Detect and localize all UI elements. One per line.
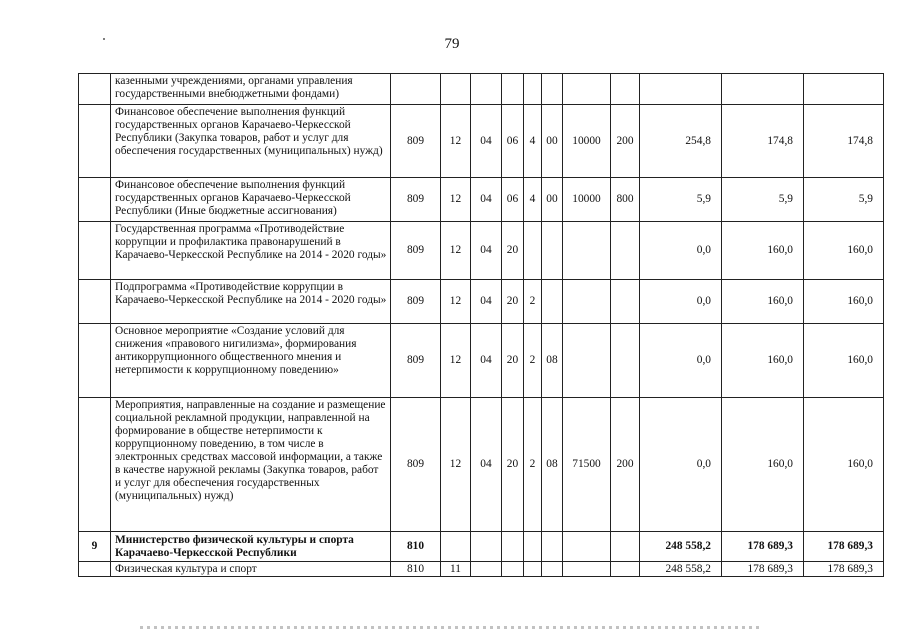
vr-cell: 200 [611,105,640,178]
row-name: Мероприятия, направленные на создание и размещение социальной рекламной продукции, направленной на формирование в обществе нетерпимости к коррупционному поведению, в том числе в электронных средствах массовой информации, а также в качестве наружной рекламы (Закупка товаров, работ и услуг для обеспечения государственных (муниципальных) нужд) [111,398,391,532]
row-name: казенными учреждениями, органами управления государственными внебюджетными фондами) [111,74,391,105]
sum-year1-cell: 5,9 [640,178,722,222]
sum-year3-cell [804,74,884,105]
row-number [79,105,111,178]
sum-year2-cell: 160,0 [722,280,804,324]
sum-year3-cell: 178 689,3 [804,532,884,562]
vr-cell: 200 [611,398,640,532]
sum-year3-cell: 160,0 [804,398,884,532]
row-name: Финансовое обеспечение выполнения функций государственных органов Карачаево-Черкесской Республики (Закупка товаров, работ и услуг для обеспечения государственных (муниципальных) нужд) [111,105,391,178]
grbs-cell: 809 [391,178,441,222]
pr-cell [471,562,502,577]
cs-subprogram-cell [524,562,542,577]
row-name: Физическая культура и спорт [111,562,391,577]
rz-cell: 12 [441,222,471,280]
cs-subprogram-cell [524,222,542,280]
cs-subprogram-cell [524,74,542,105]
sum-year3-cell: 174,8 [804,105,884,178]
row-number [79,398,111,532]
sum-year2-cell: 5,9 [722,178,804,222]
cs-subprogram-cell: 2 [524,398,542,532]
sum-year2-cell [722,74,804,105]
pr-cell: 04 [471,105,502,178]
row-number [79,178,111,222]
cs-subprogram-cell: 2 [524,280,542,324]
table-row [79,324,884,398]
row-name: Государственная программа «Противодействие коррупции и профилактика правонарушений в Карачаево-Черкесской Республике на 2014 - 2020 годы» [111,222,391,280]
pr-cell: 04 [471,178,502,222]
rz-cell [441,74,471,105]
grbs-cell: 810 [391,532,441,562]
grbs-cell [391,74,441,105]
table-row [79,562,884,577]
vr-cell: 800 [611,178,640,222]
scan-edge-artifact [140,626,760,629]
cs-subprogram-cell: 4 [524,105,542,178]
grbs-cell: 810 [391,562,441,577]
pr-cell: 04 [471,222,502,280]
cs-direction-cell: 10000 [563,178,611,222]
cs-event-cell [542,532,563,562]
grbs-cell: 809 [391,280,441,324]
pr-cell [471,532,502,562]
sum-year2-cell: 160,0 [722,398,804,532]
cs-program-cell: 20 [502,222,524,280]
row-name: Министерство физической культуры и спорта Карачаево-Черкесской Республики [111,532,391,562]
cs-event-cell [542,280,563,324]
rz-cell: 12 [441,178,471,222]
row-number [79,222,111,280]
sum-year3-cell: 160,0 [804,280,884,324]
table-row [79,74,884,105]
cs-program-cell [502,74,524,105]
rz-cell: 12 [441,105,471,178]
scan-speck [103,38,105,40]
vr-cell [611,74,640,105]
sum-year2-cell: 160,0 [722,222,804,280]
cs-event-cell [542,562,563,577]
table-row [79,398,884,532]
budget-table [78,73,884,577]
pr-cell [471,74,502,105]
sum-year1-cell: 0,0 [640,324,722,398]
row-name: Основное мероприятие «Создание условий для снижения «правового нигилизма», формирования антикоррупционного общественного мнения и нетерпимости к коррупционному поведению» [111,324,391,398]
grbs-cell: 809 [391,105,441,178]
sum-year2-cell: 178 689,3 [722,532,804,562]
table-row [79,280,884,324]
sum-year1-cell: 0,0 [640,222,722,280]
sum-year1-cell: 254,8 [640,105,722,178]
sum-year2-cell: 178 689,3 [722,562,804,577]
cs-event-cell: 00 [542,178,563,222]
vr-cell [611,562,640,577]
cs-direction-cell [563,222,611,280]
sum-year1-cell: 0,0 [640,280,722,324]
cs-direction-cell [563,74,611,105]
grbs-cell: 809 [391,398,441,532]
vr-cell [611,532,640,562]
row-number [79,280,111,324]
cs-event-cell: 00 [542,105,563,178]
rz-cell: 11 [441,562,471,577]
cs-event-cell: 08 [542,398,563,532]
pr-cell: 04 [471,324,502,398]
row-number [79,324,111,398]
cs-direction-cell [563,324,611,398]
cs-program-cell: 06 [502,105,524,178]
rz-cell: 12 [441,324,471,398]
rz-cell: 12 [441,398,471,532]
row-name: Финансовое обеспечение выполнения функций государственных органов Карачаево-Черкесской Республики (Иные бюджетные ассигнования) [111,178,391,222]
cs-program-cell: 20 [502,324,524,398]
cs-direction-cell [563,532,611,562]
cs-subprogram-cell: 2 [524,324,542,398]
pr-cell: 04 [471,280,502,324]
page-number: 79 [444,36,460,52]
vr-cell [611,324,640,398]
row-name: Подпрограмма «Противодействие коррупции в Карачаево-Черкесской Республике на 2014 - 2020 годы» [111,280,391,324]
sum-year3-cell: 178 689,3 [804,562,884,577]
table-row [79,105,884,178]
cs-program-cell [502,562,524,577]
cs-program-cell: 20 [502,280,524,324]
sum-year3-cell: 160,0 [804,324,884,398]
cs-direction-cell [563,562,611,577]
cs-subprogram-cell: 4 [524,178,542,222]
cs-direction-cell [563,280,611,324]
grbs-cell: 809 [391,324,441,398]
cs-event-cell [542,222,563,280]
cs-program-cell: 20 [502,398,524,532]
sum-year1-cell: 248 558,2 [640,532,722,562]
sum-year3-cell: 5,9 [804,178,884,222]
row-number: 9 [79,532,111,562]
row-number [79,562,111,577]
rz-cell: 12 [441,280,471,324]
cs-program-cell [502,532,524,562]
sum-year1-cell [640,74,722,105]
table-row [79,178,884,222]
vr-cell [611,222,640,280]
sum-year3-cell: 160,0 [804,222,884,280]
sum-year1-cell: 0,0 [640,398,722,532]
rz-cell [441,532,471,562]
row-number [79,74,111,105]
cs-direction-cell: 10000 [563,105,611,178]
table-row [79,222,884,280]
cs-event-cell: 08 [542,324,563,398]
sum-year2-cell: 160,0 [722,324,804,398]
cs-subprogram-cell [524,532,542,562]
sum-year1-cell: 248 558,2 [640,562,722,577]
cs-program-cell: 06 [502,178,524,222]
table-row-ministry [79,532,884,562]
grbs-cell: 809 [391,222,441,280]
sum-year2-cell: 174,8 [722,105,804,178]
pr-cell: 04 [471,398,502,532]
vr-cell [611,280,640,324]
cs-event-cell [542,74,563,105]
cs-direction-cell: 71500 [563,398,611,532]
